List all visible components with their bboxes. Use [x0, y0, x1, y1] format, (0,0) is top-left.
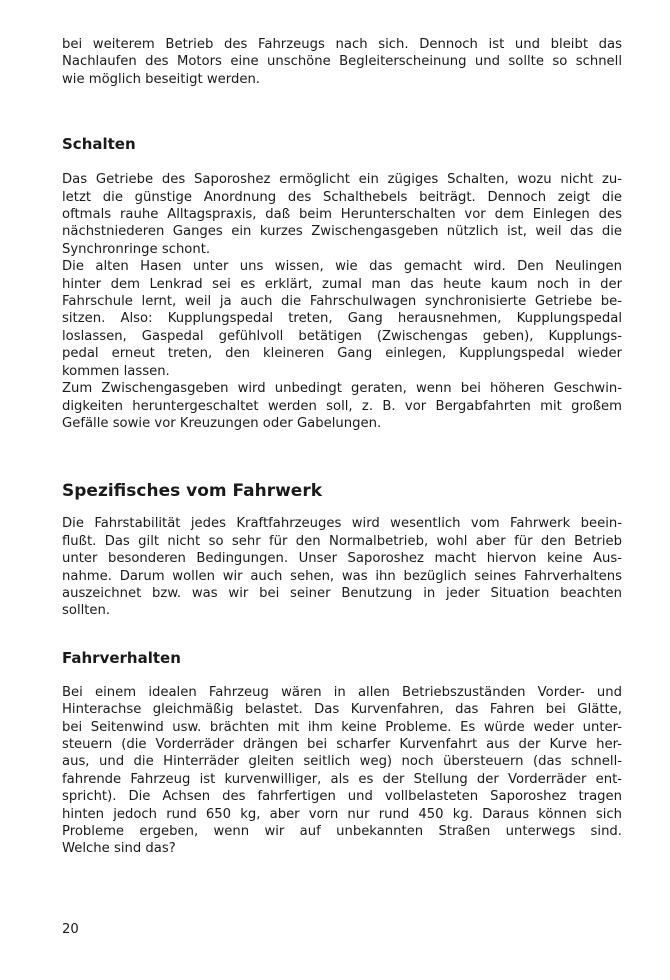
schalten-paragraph-1 [62, 171, 622, 258]
text-line: nahme. Darum wollen wir auch sehen, was ihn bezüglich seines Fahrverhaltens [62, 568, 622, 584]
heading-fahrverhalten: Fahrverhalten [62, 648, 181, 667]
text-line: Nachlaufen des Motors eine unschöne Begleiterscheinung und sollte so schnell [62, 54, 622, 70]
text-line: nächstniederen Ganges ein kurzes Zwischengasgeben nützlich ist, weil das die [62, 224, 622, 240]
text-line: Probleme ergeben, wenn wir auf unbekannten Straßen unterwegs sind. [62, 824, 622, 839]
text-line: fahrende Fahrzeug ist kurvenwilliger, als es der Stellung der Vorderräder ent- [62, 771, 622, 787]
text-line: oftmals rauhe Alltagspraxis, daß beim Herunterschalten vor dem Einlegen des [62, 207, 622, 223]
text-line: Bei einem idealen Fahrzeug wären in allen Betriebszuständen Vorder- und [62, 684, 622, 700]
schalten-paragraph-2 [62, 258, 622, 380]
text-line: flußt. Das gilt nicht so sehr für den Normalbetrieb, wohl aber für den Betrieb [62, 533, 622, 549]
text-line: sollten. [62, 603, 111, 619]
text-line: sitzen. Also: Kupplungspedal treten, Gang herausnehmen, Kupplungspedal [62, 311, 622, 327]
text-line: loslassen, Gaspedal gefühlvoll betätigen (Zwischengas geben), Kupplungs- [62, 328, 622, 344]
intro-paragraph [62, 36, 622, 88]
text-line: digkeiten heruntergeschaltet werden soll, z. B. vor Bergabfahrten mit großem [62, 398, 622, 414]
text-line: Synchronringe schont. [62, 241, 211, 257]
schalten-paragraph-3 [62, 380, 622, 432]
text-line: unter besonderen Bedingungen. Unser Saporoshez macht hiervon keine Aus- [62, 551, 622, 567]
page-content [62, 36, 622, 858]
text-line: bei Seitenwind usw. brächten mit ihm keine Probleme. Es würde weder unter- [62, 719, 622, 735]
text-line: hinten jedoch rund 650 kg, aber vorn nur rund 450 kg. Daraus können sich [62, 806, 622, 822]
text-line: Hinterachse gleichmäßig belastet. Das Kurvenfahren, das Fahren bei Glätte, [62, 702, 622, 718]
text-line: auszeichnet bzw. was wir bei seiner Benutzung in jeder Situation beachten [62, 585, 622, 601]
fahrverhalten-paragraph-1 [62, 684, 622, 858]
text-line: Welche sind das? [62, 841, 176, 857]
heading-schalten: Schalten [62, 135, 136, 154]
text-line: Fahrschule lernt, weil ja auch die Fahrschulwagen synchronisierte Getriebe be- [62, 294, 622, 310]
text-line: hinter dem Lenkrad sei es erklärt, zumal man das heute kaum noch in der [62, 276, 622, 292]
heading-spezifisches-vom-fahrwerk: Spezifisches vom Fahrwerk [62, 481, 323, 502]
text-line: aus, und die Hinterräder gleiten seitlich weg) noch übersteuern (das schnell- [62, 754, 622, 770]
text-line: steuern (die Vorderräder drängen bei scharfer Kurvenfahrt aus der Kurve her- [62, 736, 622, 752]
text-line: kommen lassen. [62, 363, 170, 379]
text-line: wie möglich beseitigt werden. [62, 71, 260, 87]
page-number: 20 [62, 922, 79, 937]
fahrwerk-paragraph-1 [62, 515, 622, 619]
text-line: Zum Zwischengasgeben wird unbedingt geraten, wenn bei höheren Geschwin- [62, 381, 622, 397]
text-line: spricht). Die Achsen des fahrfertigen und vollbelasteten Saporoshez tragen [62, 789, 622, 805]
text-line: letzt die günstige Anordnung des Schalthebels beiträgt. Dennoch zeigt die [62, 189, 622, 205]
text-line: Das Getriebe des Saporoshez ermöglicht ein zügiges Schalten, wozu nicht zu- [62, 172, 622, 188]
text-line: Gefälle sowie vor Kreuzungen oder Gabelungen. [62, 415, 382, 431]
text-line: Die Fahrstabilität jedes Kraftfahrzeuges wird wesentlich vom Fahrwerk beein- [62, 516, 622, 532]
text-line: pedal erneut treten, den kleineren Gang einlegen, Kupplungspedal wieder [62, 346, 622, 362]
text-line: bei weiterem Betrieb des Fahrzeugs nach sich. Dennoch ist und bleibt das [62, 37, 622, 52]
text-line: Die alten Hasen unter uns wissen, wie das gemacht wird. Den Neulingen [62, 259, 622, 275]
